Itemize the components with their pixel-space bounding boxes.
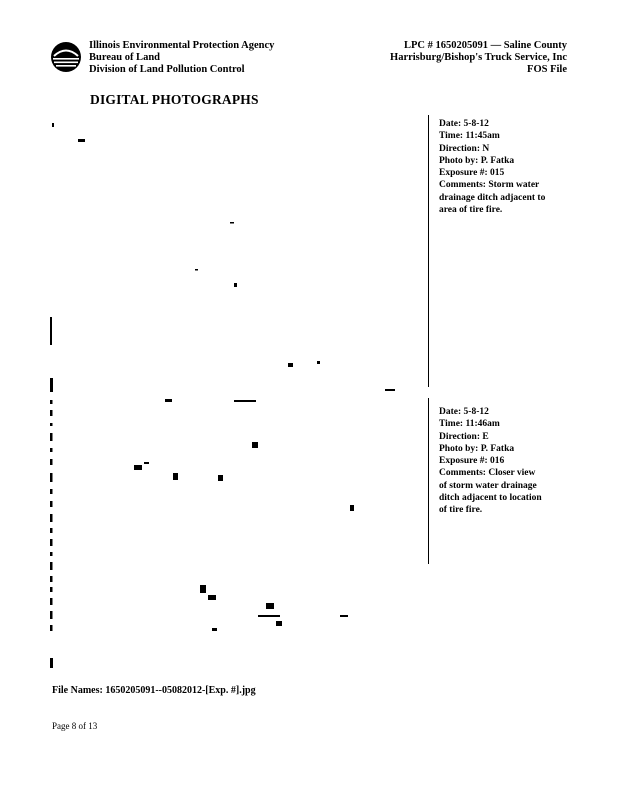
caption-divider-bottom	[428, 398, 429, 564]
photo-comments: of tire fire.	[439, 505, 483, 516]
photograph-area	[40, 115, 420, 675]
photo-caption-2	[439, 406, 569, 517]
agency-block	[89, 40, 274, 76]
photo-comments: Comments: Storm water	[439, 180, 540, 191]
photo-by: Photo by: P. Fatka	[439, 443, 515, 454]
bureau-name: Bureau of Land	[89, 52, 160, 63]
photo-comments: area of tire fire.	[439, 205, 503, 216]
page-title: DIGITAL PHOTOGRAPHS	[90, 92, 259, 107]
site-name: Harrisburg/Bishop's Truck Service, Inc	[390, 52, 567, 63]
photo-direction: Direction: N	[439, 143, 490, 154]
file-names: File Names: 1650205091--05082012-[Exp. #].jpg	[52, 685, 256, 696]
photo-comments: drainage ditch adjacent to	[439, 192, 546, 203]
photo-date: Date: 5-8-12	[439, 407, 489, 417]
iepa-logo-icon	[50, 41, 82, 73]
page-number: Page 8 of 13	[52, 721, 98, 731]
photo-exposure: Exposure #: 015	[439, 168, 505, 179]
photo-exposure: Exposure #: 016	[439, 456, 505, 467]
file-type: FOS File	[527, 64, 567, 75]
photo-by: Photo by: P. Fatka	[439, 155, 515, 166]
photo-comments: of storm water drainage	[439, 480, 537, 491]
photo-comments: ditch adjacent to location	[439, 493, 542, 504]
lpc-number: LPC # 1650205091 — Saline County	[403, 40, 567, 51]
photo-caption-1	[439, 118, 569, 216]
agency-name: Illinois Environmental Protection Agency	[89, 40, 275, 51]
caption-divider-top	[428, 115, 429, 387]
photo-comments: Comments: Closer view	[439, 468, 536, 479]
photo-time: Time: 11:45am	[439, 131, 500, 142]
division-name: Division of Land Pollution Control	[89, 64, 245, 75]
photo-time: Time: 11:46am	[439, 419, 500, 430]
photo-date: Date: 5-8-12	[439, 119, 489, 129]
photo-direction: Direction: E	[439, 431, 489, 442]
site-info-block	[390, 40, 567, 76]
